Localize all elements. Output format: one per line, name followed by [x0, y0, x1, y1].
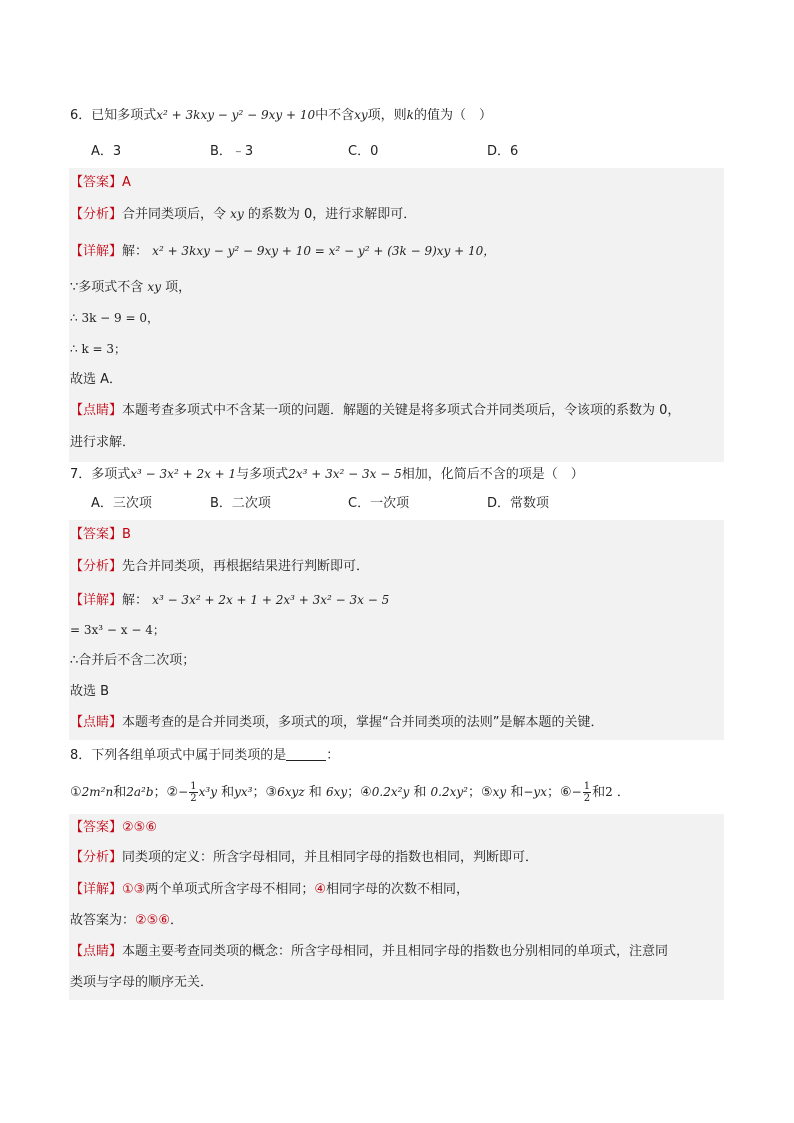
q7-step-2: ∴合并后不含二次项；	[70, 653, 196, 668]
q7-solution-box	[69, 520, 724, 740]
q6-answer: 【答案】A	[70, 175, 131, 190]
fraction-one-half: $\frac{1}{2}$	[583, 781, 591, 804]
q8-stem: 8．下列各组单项式中属于同类项的是 ：	[70, 748, 340, 763]
q7-detail: 【详解】解： x³ − 3x² + 2x + 1 + 2x³ + 3x² − 3x − 5	[70, 593, 390, 608]
q7-answer: 【答案】B	[70, 527, 131, 542]
q6-step-3: ∴ k = 3；	[70, 342, 127, 356]
q7-analysis: 【分析】先合并同类项，再根据结果进行判断即可．	[70, 559, 370, 574]
q6-step-1: ∵多项式不含 xy 项，	[70, 280, 192, 295]
q8-comment-cont: 类项与字母的顺序无关．	[70, 975, 214, 990]
q8-items: ①2m²n和2a²b；②− $\frac{1}{2}$ x³y 和yx³；③6xyz 和 6xy；④0.2x²y 和 0.2xy²；⑤xy 和−yx；⑥− $\frac{1}{2}$ 和2 ．	[70, 781, 630, 804]
q6-stem: 6．已知多项式x² + 3kxy − y² − 9xy + 10中不含xy项，则k的值为（ ）	[70, 108, 492, 123]
q7-stem: 7．多项式x³ − 3x² + 2x + 1与多项式2x³ + 3x² − 3x − 5相加，化简后不含的项是（ ）	[70, 467, 584, 482]
q6-option-d: D．6	[487, 144, 519, 159]
q6-detail: 【详解】解： x² + 3kxy − y² − 9xy + 10 = x² − y² + (3k − 9)xy + 10，	[70, 244, 496, 259]
q8-detail: 【详解】①③两个单项式所含字母不相同；④相同字母的次数不相同，	[70, 882, 470, 897]
q6-analysis: 【分析】合并同类项后，令 xy 的系数为 0，进行求解即可．	[70, 207, 417, 222]
q6-step-2: ∴ 3k − 9 = 0，	[70, 311, 159, 325]
q8-conclusion: 故答案为：②⑤⑥．	[70, 913, 183, 928]
q6-comment-cont: 进行求解．	[70, 435, 136, 450]
q8-comment: 【点睛】本题主要考查同类项的概念：所含字母相同，并且相同字母的指数也分别相同的单项式，注意同	[70, 944, 669, 959]
q6-expression: x² + 3kxy − y² − 9xy + 10	[156, 108, 316, 122]
q6-option-a: A．3	[91, 144, 122, 159]
q8-answer: 【答案】②⑤⑥	[70, 820, 157, 835]
q7-option-d: D．常数项	[487, 496, 550, 511]
q7-comment: 【点睛】本题考查的是合并同类项，多项式的项，掌握“合并同类项的法则”是解本题的关键．	[70, 715, 604, 730]
q7-option-b: B．二次项	[210, 496, 271, 511]
q7-option-a: A．三次项	[91, 496, 152, 511]
answer-blank	[286, 746, 326, 761]
q6-comment: 【点睛】本题考查多项式中不含某一项的问题．解题的关键是将多项式合并同类项后，令该项的系数为 0，	[70, 403, 681, 418]
q6-step-4: 故选 A．	[70, 372, 123, 387]
q6-option-b: B．﹣3	[210, 144, 254, 159]
q7-step-3: 故选 B	[70, 684, 110, 699]
q7-option-c: C．一次项	[348, 496, 410, 511]
fraction-one-half: $\frac{1}{2}$	[190, 781, 197, 804]
q7-step-1: = 3x³ − x − 4；	[70, 623, 165, 637]
q6-option-c: C．0	[348, 144, 379, 159]
q8-analysis: 【分析】同类项的定义：所含字母相同，并且相同字母的指数也相同，判断即可．	[70, 850, 539, 865]
